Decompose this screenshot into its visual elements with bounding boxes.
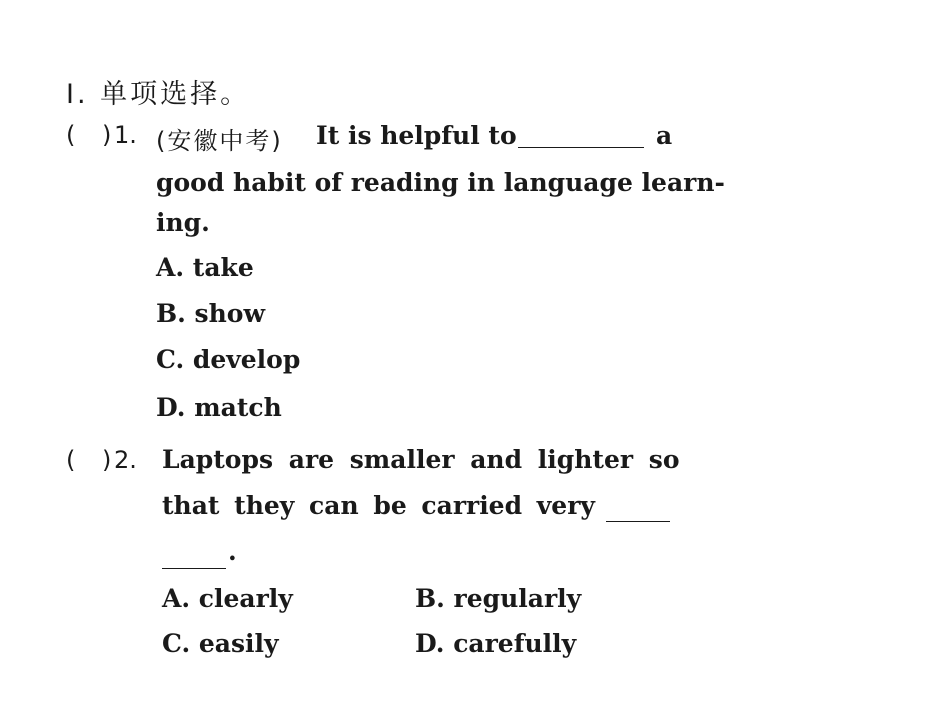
option-a[interactable]: A. clearly [162,584,293,613]
question-1-line-2: good habit of reading in language learn- [156,168,725,197]
answer-blank-continued [162,550,226,569]
option-d[interactable]: D. match [156,393,282,422]
answer-blank [606,503,670,522]
question-2-line-2: that they can be carried very [162,491,595,520]
question-2-end-period: . [228,537,237,566]
answer-paren-open: ( [66,446,76,474]
section-heading: Ⅰ. 单项选择。 [66,79,251,110]
question-1 [66,121,676,155]
question-2-line-1: Laptops are smaller and lighter so [162,445,680,474]
question-source: (安徽中考) [156,127,283,155]
question-1-line-3: ing. [156,208,210,237]
option-a[interactable]: A. take [156,253,254,282]
option-c[interactable]: C. develop [156,345,301,374]
question-number: 2. [114,446,137,474]
answer-paren-open: ( [66,121,76,149]
question-number: 1. [114,121,137,149]
option-b[interactable]: B. show [156,299,265,328]
question-stem: It is helpful to [316,121,517,150]
answer-blank [518,129,644,148]
question-stem-tail: a [656,121,673,150]
option-b[interactable]: B. regularly [415,584,582,613]
option-c[interactable]: C. easily [162,629,279,658]
option-d[interactable]: D. carefully [415,629,577,658]
answer-paren-close: ) [102,121,112,149]
answer-paren-close: ) [102,446,112,474]
